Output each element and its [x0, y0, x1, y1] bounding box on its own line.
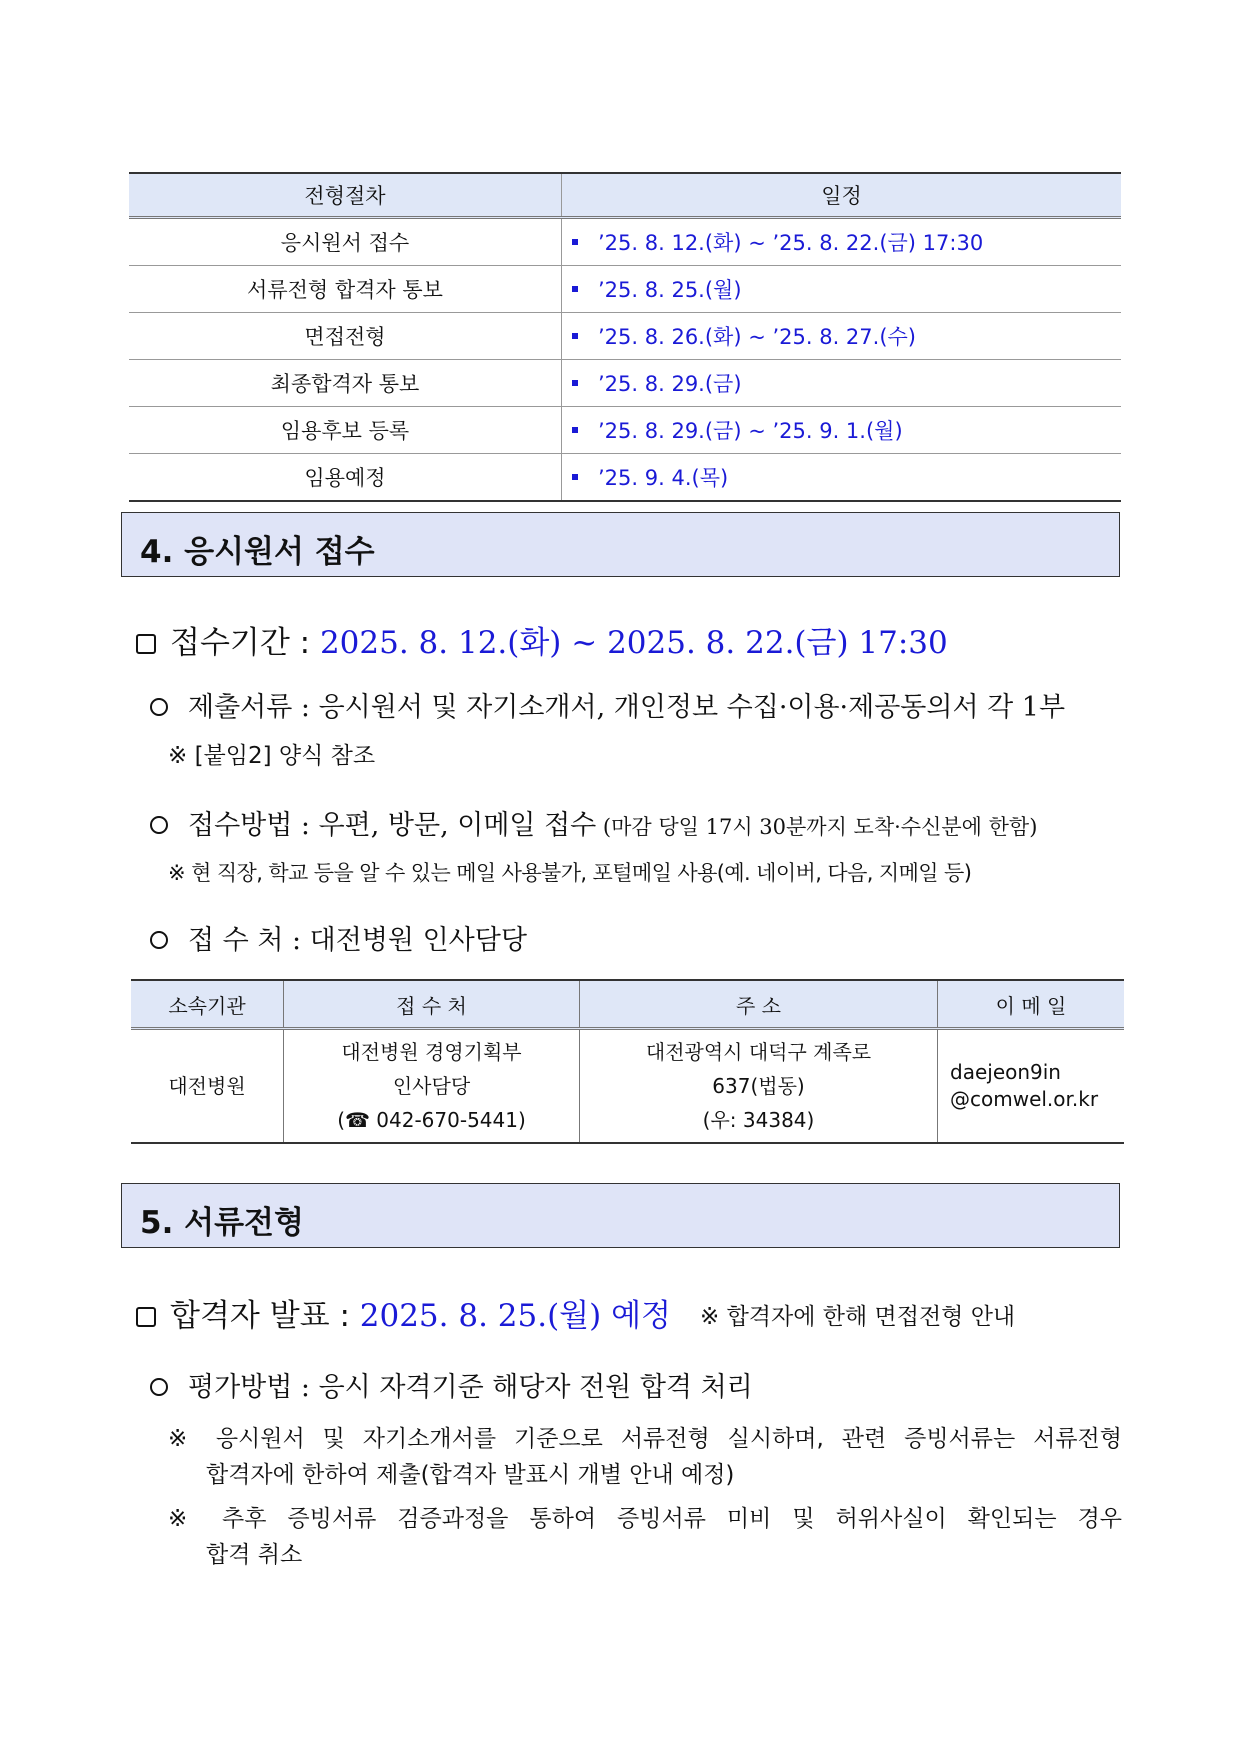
- schedule-date: ’25. 8. 25.(월): [598, 278, 742, 302]
- announce-label: 합격자 발표 :: [170, 1298, 360, 1334]
- table-row: [129, 454, 1121, 502]
- note-1-line-2: 합격자에 한하여 제출(합격자 발표시 개별 안내 예정): [206, 1462, 735, 1488]
- reception-header-row: [131, 980, 1124, 1029]
- schedule-header-row: [129, 173, 1121, 218]
- circle-bullet-icon: [150, 931, 168, 949]
- circle-bullet-icon: [150, 1378, 168, 1396]
- address-line-2: 637(법동): [712, 1074, 805, 1098]
- email-cell: [938, 1029, 1125, 1144]
- table-row: [129, 266, 1121, 313]
- bullet-icon: [572, 380, 578, 386]
- checkbox-square-icon: [136, 1307, 156, 1327]
- email-line-2: @comwel.or.kr: [950, 1087, 1099, 1111]
- address-line-1: 대전광역시 대덕구 계족로: [645, 1040, 872, 1064]
- bullet-icon: [572, 333, 578, 339]
- schedule-date: ’25. 9. 4.(목): [598, 466, 729, 490]
- circle-bullet-icon: [150, 816, 168, 834]
- note-1-line-1: ※ 응시원서 및 자기소개서를 기준으로 서류전형 실시하며, 관련 증빙서류는 서류전형: [168, 1426, 1122, 1452]
- schedule-step: 면접전형: [129, 313, 562, 360]
- method-suffix: (마감 당일 17시 30분까지 도착·수신분에 한함): [596, 815, 1038, 839]
- table-row: [129, 407, 1121, 454]
- place-label: 접 수 처 : 대전병원 인사담당: [188, 925, 527, 956]
- eval-label: 평가방법 : 응시 자격기준 해당자 전원 합격 처리: [188, 1372, 753, 1403]
- method-note: ※ 현 직장, 학교 등을 알 수 있는 메일 사용불가, 포털메일 사용(예. 네이버, 다음, 지메일 등): [168, 861, 972, 885]
- schedule-date: ’25. 8. 26.(화) ~ ’25. 8. 27.(수): [598, 325, 917, 349]
- schedule-step: 최종합격자 통보: [129, 360, 562, 407]
- period-label: 접수기간 :: [170, 625, 320, 661]
- schedule-table: [129, 172, 1121, 502]
- bullet-icon: [572, 474, 578, 480]
- office-line-2: 인사담당: [392, 1074, 471, 1098]
- table-row: [129, 313, 1121, 360]
- schedule-step: 응시원서 접수: [129, 218, 562, 266]
- docs-line: [150, 685, 1065, 724]
- schedule-header-step: 전형절차: [129, 173, 562, 218]
- office-phone: (☎ 042-670-5441): [337, 1108, 526, 1132]
- schedule-header-date: 일정: [562, 173, 1122, 218]
- section-4-header: [121, 512, 1120, 577]
- announce-note: ※ 합격자에 한해 면접전형 안내: [700, 1304, 1016, 1330]
- period-line: [136, 617, 948, 662]
- table-row: [129, 218, 1121, 266]
- docs-label: 제출서류 : 응시원서 및 자기소개서, 개인정보 수집·이용·제공동의서 각 1부: [188, 692, 1066, 723]
- checkbox-square-icon: [136, 634, 156, 654]
- method-line: [150, 803, 1037, 842]
- section-5-title: 5. 서류전형: [140, 1205, 304, 1241]
- header-org: 소속기관: [131, 980, 284, 1029]
- method-label: 접수방법 : 우편, 방문, 이메일 접수: [188, 810, 597, 841]
- schedule-date: ’25. 8. 29.(금) ~ ’25. 9. 1.(월): [598, 419, 903, 443]
- circle-bullet-icon: [150, 698, 168, 716]
- place-line: [150, 918, 527, 957]
- section-5-header: [121, 1183, 1120, 1248]
- schedule-date: ’25. 8. 12.(화) ~ ’25. 8. 22.(금) 17:30: [598, 231, 984, 255]
- schedule-step: 임용후보 등록: [129, 407, 562, 454]
- reception-table: [131, 979, 1124, 1144]
- announce-line: [136, 1290, 671, 1335]
- office-line-1: 대전병원 경영기획부: [341, 1040, 522, 1064]
- schedule-step: 서류전형 합격자 통보: [129, 266, 562, 313]
- section-4-title: 4. 응시원서 접수: [140, 534, 375, 570]
- table-row: [131, 1029, 1124, 1144]
- schedule-date: ’25. 8. 29.(금): [598, 372, 742, 396]
- schedule-step: 임용예정: [129, 454, 562, 502]
- bullet-icon: [572, 239, 578, 245]
- note-2-line-1: ※ 추후 증빙서류 검증과정을 통하여 증빙서류 미비 및 허위사실이 확인되는 경우: [168, 1506, 1122, 1532]
- docs-note: ※ [붙임2] 양식 참조: [168, 743, 376, 769]
- address-cell: [580, 1029, 938, 1144]
- header-email: 이 메 일: [938, 980, 1125, 1029]
- address-postcode: (우: 34384): [702, 1108, 815, 1132]
- table-row: [129, 360, 1121, 407]
- bullet-icon: [572, 427, 578, 433]
- announce-value: 2025. 8. 25.(월) 예정: [359, 1298, 671, 1334]
- note-2-line-2: 합격 취소: [206, 1542, 303, 1568]
- header-address: 주 소: [580, 980, 938, 1029]
- office-cell: [284, 1029, 580, 1144]
- bullet-icon: [572, 286, 578, 292]
- org-cell: 대전병원: [131, 1029, 284, 1144]
- eval-line: [150, 1365, 753, 1404]
- email-line-1: daejeon9in: [950, 1060, 1061, 1084]
- period-value: 2025. 8. 12.(화) ~ 2025. 8. 22.(금) 17:30: [319, 625, 948, 661]
- header-office: 접 수 처: [284, 980, 580, 1029]
